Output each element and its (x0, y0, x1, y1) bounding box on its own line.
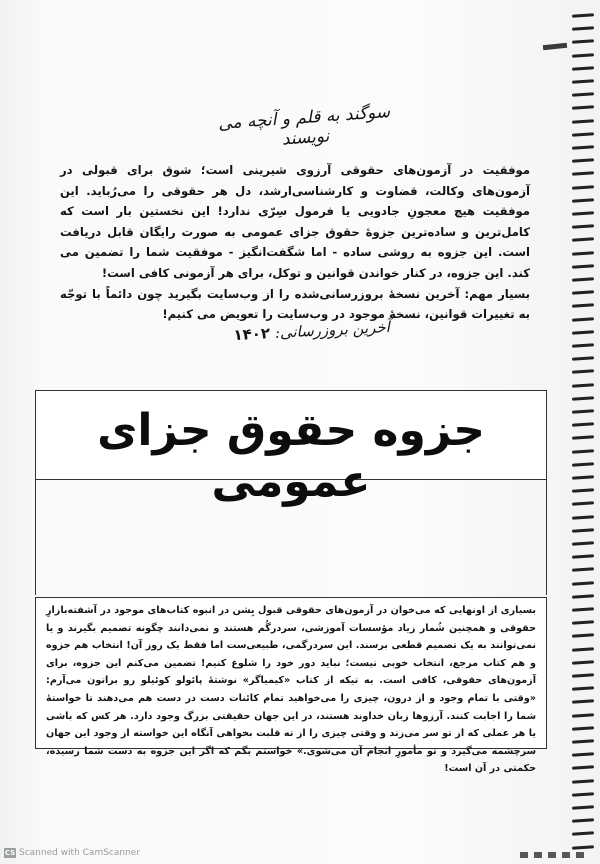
quote-text (46, 602, 536, 778)
spiral-loop (572, 238, 594, 243)
spiral-loop (572, 277, 594, 282)
last-updated-year: ۱۴۰۲ (232, 324, 271, 345)
spiral-loop (572, 396, 594, 401)
spiral-loop (572, 251, 594, 256)
spiral-loop (572, 832, 594, 837)
spiral-loop (572, 515, 594, 520)
document-title: جزوه حقوق جزای عمومی (97, 405, 485, 507)
spiral-loop (572, 607, 594, 612)
spiral-loop (572, 26, 594, 31)
spiral-binding (562, 0, 600, 864)
spiral-loop (572, 660, 594, 665)
blank-area (35, 480, 547, 595)
spiral-loop (572, 634, 594, 639)
spiral-loop (572, 224, 594, 229)
spiral-loop (572, 700, 594, 705)
spiral-loop (572, 317, 594, 322)
spiral-loop (572, 647, 594, 652)
spiral-loop (572, 779, 594, 784)
title-box (35, 390, 547, 507)
spiral-loop (572, 594, 594, 599)
spiral-loop (572, 620, 594, 625)
spiral-loop (572, 462, 594, 467)
spiral-loop (572, 739, 594, 744)
spiral-loop (572, 343, 594, 348)
spiral-loop (572, 818, 594, 823)
spiral-loop (572, 211, 594, 216)
spiral-loop (572, 119, 594, 124)
spiral-loop (572, 106, 594, 111)
spiral-loop (572, 673, 594, 678)
motto-calligraphy: سوگند به قلم و آنچه می نویسند (217, 102, 391, 150)
spiral-loop (572, 581, 594, 586)
spiral-loop (572, 145, 594, 150)
quote-paragraph: بسیاری از اونهایی که می‌خوان در آزمون‌های حقوقی قبول بِشن در انبوه کتاب‌های موجود در آشفته‌بازارِ حقوقی و همچنین شُمار زیاد مؤسسات آموزشی، سردرگُم هستند و نمی‌دانند چگونه تصمیم بگیرند و یا نمی‌توانند به یک تصمیم قطعی برسند. این سردرگمی، طبیعی‌ست اما فقط یک روز آن! انتخاب هم جزوه و هم کتاب مرجع، انتخاب خوبی نیست؛ نباید دور خود را شلوغ کنیم! تضمین می‌کنم این جزوه، برای آزمون‌های حقوقی، کافی است. به تیکه از کتاب «کیمیاگر» نوشتهٔ پائولو کوئیلو رو براتون می‌آرم: «وقتی با تمام وجود و از درون، چیزی را می‌خواهید تمام کائنات دست در دست هم می‌دهند تا خواستهٔ شما را اجابت کنند. آرزوها زبان خداوند هستند، در این جهان حقیقتی بزرگ وجود دارد. هر کس که باشی یا هر عملی که از تو سر می‌زند و وقتی چیزی را از ته قلبت بخواهی آنگاه این خواسته از وجود این جهان سرچشمه می‌گیرد و تو مأمورِ انجام آن می‌شوی.» خواستم بگم که اگر این جزوه به دست شما رسیده، حکمتی در آن است! (46, 605, 536, 775)
spiral-loop (572, 290, 594, 295)
spiral-loop (572, 383, 594, 388)
spiral-loop (572, 805, 594, 810)
spiral-loop (572, 449, 594, 454)
camscanner-icon: CS (4, 849, 16, 857)
spiral-loop (572, 686, 594, 691)
spiral-loop (572, 264, 594, 269)
spiral-loop (572, 53, 594, 58)
spiral-loop (572, 172, 594, 177)
spiral-loop (572, 409, 594, 414)
spiral-loop (572, 554, 594, 559)
intro-notice: بسیار مهم: آخرین نسخهٔ بروزرسانی‌شده را از وب‌سایت بگیرید چون دائماً با توجّه به تغییرات قوانین، نسخهٔ موجود در وب‌سایت را تعویض می کنیم! (60, 286, 530, 322)
spiral-loop (572, 752, 594, 757)
quote-box (35, 597, 547, 775)
binding-edge (520, 852, 590, 858)
scanner-watermark-text: Scanned with CamScanner (19, 848, 141, 858)
spiral-loop (572, 304, 594, 309)
spiral-loop (572, 185, 594, 190)
spiral-loop (572, 13, 594, 18)
scanner-watermark (4, 846, 140, 860)
spiral-loop (572, 845, 594, 850)
spiral-loop (572, 502, 594, 507)
intro-paragraph: موفقیت در آزمون‌های حقوقی آرزوی شیرینی است؛ شوق برای قبولی در آزمون‌های وکالت، قضاوت و کارشناسی‌ارشد، دل هر حقوقی را می‌رُباید. این موفقیت هیچ معجونِ جادویی یا فرمول سِرّی ندارد! این نخستین بار است که کامل‌ترین و ساده‌ترین جزوهٔ حقوق جزای عمومی به صورت رایگان قابل دریافت است. این جزوه به روشی ساده - اما شگفت‌انگیز - موفقیت شما را تضمین می کند. این جزوه، در کنار خواندن قوانین و توکل، برای هر آزمونی کافی است! (60, 163, 530, 280)
spiral-loop (572, 568, 594, 573)
intro-text (60, 160, 530, 325)
spiral-loop (572, 488, 594, 493)
spiral-loop (572, 356, 594, 361)
spiral-loop (572, 475, 594, 480)
spiral-loop (572, 40, 594, 45)
spiral-loop (572, 330, 594, 335)
spiral-loop (572, 541, 594, 546)
spiral-loop (572, 66, 594, 71)
spiral-loop (572, 370, 594, 375)
spiral-loop (572, 766, 594, 771)
spiral-loop (572, 713, 594, 718)
spiral-loop (572, 436, 594, 441)
spiral-loop (572, 792, 594, 797)
spiral-loop (572, 422, 594, 427)
spiral-loop (572, 198, 594, 203)
spiral-loop (572, 726, 594, 731)
spiral-loop (572, 158, 594, 163)
spiral-loop (572, 92, 594, 97)
spiral-loop (572, 528, 594, 533)
last-updated-label: آخرین بروزرسانی: (274, 317, 391, 342)
spiral-loop (572, 132, 594, 137)
spiral-loop (572, 79, 594, 84)
